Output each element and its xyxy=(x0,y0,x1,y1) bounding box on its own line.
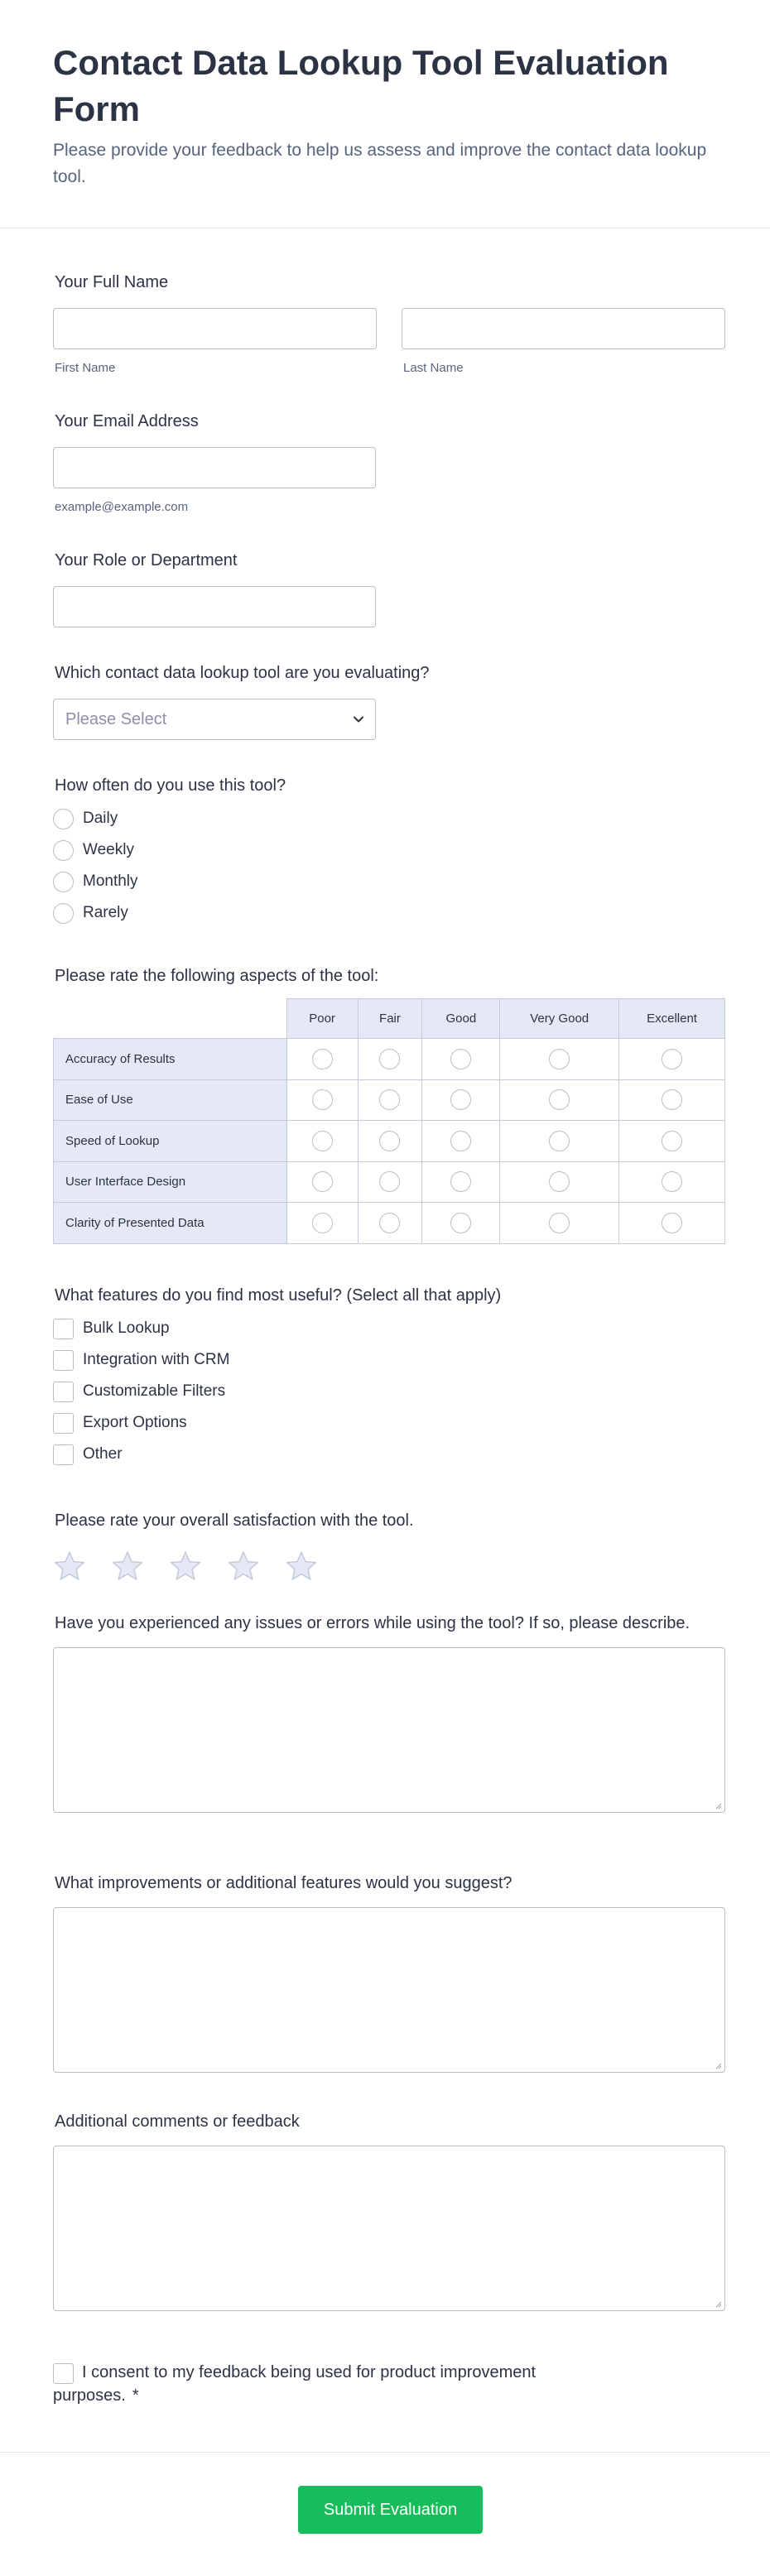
checkbox[interactable] xyxy=(53,1350,74,1371)
matrix-radio[interactable] xyxy=(379,1089,400,1110)
feature-option-crm-integration[interactable] xyxy=(53,1344,725,1376)
matrix-row-label: Accuracy of Results xyxy=(54,1039,287,1080)
first-name-input[interactable] xyxy=(53,308,377,349)
last-name-sublabel: Last Name xyxy=(403,361,464,375)
star-rating xyxy=(53,1550,725,1583)
form-footer xyxy=(0,2452,770,2576)
matrix-row xyxy=(54,1203,725,1244)
frequency-option-rarely[interactable] xyxy=(53,897,725,929)
email-label: Your Email Address xyxy=(55,412,199,430)
features-label: What features do you find most useful? (Select all that apply) xyxy=(55,1286,502,1305)
issues-textarea[interactable] xyxy=(53,1647,725,1813)
required-marker: * xyxy=(132,2386,139,2405)
star-icon[interactable] xyxy=(53,1550,86,1583)
tool-field xyxy=(53,662,725,740)
features-field xyxy=(53,1285,725,1470)
matrix-radio[interactable] xyxy=(450,1089,471,1110)
matrix-radio[interactable] xyxy=(312,1171,333,1192)
star-icon[interactable] xyxy=(227,1550,260,1583)
checkbox[interactable] xyxy=(53,1382,74,1402)
radio-button[interactable] xyxy=(53,809,74,829)
comments-textarea[interactable] xyxy=(53,2146,725,2311)
option-label: Monthly xyxy=(83,872,138,890)
matrix-radio[interactable] xyxy=(379,1131,400,1151)
features-options xyxy=(53,1313,725,1470)
matrix-radio[interactable] xyxy=(312,1049,333,1069)
option-label: Integration with CRM xyxy=(83,1351,230,1368)
matrix-radio[interactable] xyxy=(549,1131,570,1151)
frequency-options xyxy=(53,803,725,929)
frequency-label: How often do you use this tool? xyxy=(55,776,286,795)
matrix-radio[interactable] xyxy=(662,1049,682,1069)
email-input[interactable] xyxy=(53,447,376,488)
matrix-radio[interactable] xyxy=(450,1213,471,1233)
matrix-radio[interactable] xyxy=(379,1171,400,1192)
matrix-radio[interactable] xyxy=(379,1213,400,1233)
rating-matrix xyxy=(53,998,725,1244)
matrix-radio[interactable] xyxy=(549,1089,570,1110)
star-icon[interactable] xyxy=(169,1550,202,1583)
improvements-textarea[interactable] xyxy=(53,1907,725,2073)
feature-option-export[interactable] xyxy=(53,1407,725,1439)
email-field xyxy=(53,411,725,514)
tool-select[interactable] xyxy=(53,699,376,740)
matrix-column-header: Poor xyxy=(286,999,358,1039)
matrix-radio[interactable] xyxy=(662,1089,682,1110)
matrix-radio[interactable] xyxy=(312,1131,333,1151)
matrix-row xyxy=(54,1121,725,1162)
option-label: Customizable Filters xyxy=(83,1382,226,1400)
option-label: Export Options xyxy=(83,1414,187,1431)
matrix-radio[interactable] xyxy=(662,1131,682,1151)
radio-button[interactable] xyxy=(53,903,74,924)
checkbox[interactable] xyxy=(53,1319,74,1339)
first-name-sublabel: First Name xyxy=(55,361,116,375)
issues-field xyxy=(53,1612,725,1813)
option-label: Bulk Lookup xyxy=(83,1319,170,1337)
matrix-radio[interactable] xyxy=(549,1213,570,1233)
option-label: Other xyxy=(83,1445,123,1463)
matrix-row xyxy=(54,1079,725,1121)
role-label: Your Role or Department xyxy=(55,551,238,570)
resize-grip-icon[interactable] xyxy=(714,1801,722,1809)
matrix-row-label: Clarity of Presented Data xyxy=(54,1203,287,1244)
frequency-option-weekly[interactable] xyxy=(53,834,725,866)
satisfaction-field xyxy=(53,1510,725,1583)
feature-option-custom-filters[interactable] xyxy=(53,1376,725,1407)
rating-matrix-field xyxy=(53,965,725,1244)
matrix-corner xyxy=(54,999,287,1039)
feature-option-other[interactable] xyxy=(53,1439,725,1470)
matrix-column-header: Excellent xyxy=(619,999,725,1039)
radio-button[interactable] xyxy=(53,840,74,861)
matrix-row-label: Speed of Lookup xyxy=(54,1121,287,1162)
matrix-radio[interactable] xyxy=(662,1213,682,1233)
matrix-column-header: Fair xyxy=(358,999,422,1039)
form-subtitle: Please provide your feedback to help us assess and improve the contact data lookup tool. xyxy=(53,141,707,186)
issues-label: Have you experienced any issues or errors while using the tool? If so, please describe. xyxy=(55,1614,691,1632)
matrix-row xyxy=(54,1039,725,1080)
matrix-radio[interactable] xyxy=(312,1213,333,1233)
matrix-radio[interactable] xyxy=(549,1171,570,1192)
full-name-field xyxy=(53,272,725,375)
matrix-column-header: Very Good xyxy=(500,999,619,1039)
matrix-radio[interactable] xyxy=(312,1089,333,1110)
frequency-option-monthly[interactable] xyxy=(53,866,725,897)
comments-label: Additional comments or feedback xyxy=(55,2112,300,2131)
matrix-radio[interactable] xyxy=(450,1131,471,1151)
matrix-column-header: Good xyxy=(422,999,500,1039)
radio-button[interactable] xyxy=(53,872,74,892)
consent-label: I consent to my feedback being used for product improvement purposes. xyxy=(53,2363,537,2405)
form-title: Contact Data Lookup Tool Evaluation Form xyxy=(53,43,669,128)
option-label: Daily xyxy=(83,810,118,827)
last-name-input[interactable] xyxy=(402,308,725,349)
matrix-radio[interactable] xyxy=(662,1171,682,1192)
role-input[interactable] xyxy=(53,586,376,627)
comments-field xyxy=(53,2111,725,2311)
feature-option-bulk-lookup[interactable] xyxy=(53,1313,725,1344)
star-icon[interactable] xyxy=(285,1550,318,1583)
matrix-radio[interactable] xyxy=(450,1171,471,1192)
matrix-radio[interactable] xyxy=(549,1049,570,1069)
option-label: Weekly xyxy=(83,841,134,858)
matrix-row-label: Ease of Use xyxy=(54,1079,287,1121)
matrix-row xyxy=(54,1161,725,1203)
checkbox[interactable] xyxy=(53,1444,74,1465)
resize-grip-icon[interactable] xyxy=(714,2300,722,2308)
star-icon[interactable] xyxy=(111,1550,144,1583)
improvements-field xyxy=(53,1872,725,2073)
consent-checkbox[interactable] xyxy=(53,2363,74,2384)
matrix-label: Please rate the following aspects of the tool: xyxy=(55,967,379,985)
chevron-down-icon xyxy=(350,711,367,728)
form-header xyxy=(0,0,770,228)
matrix-radio[interactable] xyxy=(379,1049,400,1069)
frequency-field xyxy=(53,775,725,929)
matrix-row-label: User Interface Design xyxy=(54,1161,287,1203)
matrix-radio[interactable] xyxy=(450,1049,471,1069)
resize-grip-icon[interactable] xyxy=(714,2061,722,2069)
full-name-label: Your Full Name xyxy=(55,273,169,291)
consent-field[interactable] xyxy=(53,2361,583,2407)
tool-select-placeholder: Please Select xyxy=(65,710,167,728)
checkbox[interactable] xyxy=(53,1413,74,1434)
role-field xyxy=(53,550,725,627)
tool-label: Which contact data lookup tool are you evaluating? xyxy=(55,664,430,682)
submit-button[interactable]: Submit Evaluation xyxy=(298,2486,483,2534)
improvements-label: What improvements or additional features would you suggest? xyxy=(55,1874,513,1892)
frequency-option-daily[interactable] xyxy=(53,803,725,834)
option-label: Rarely xyxy=(83,904,128,921)
email-sublabel: example@example.com xyxy=(55,500,189,514)
satisfaction-label: Please rate your overall satisfaction with the tool. xyxy=(55,1511,414,1530)
